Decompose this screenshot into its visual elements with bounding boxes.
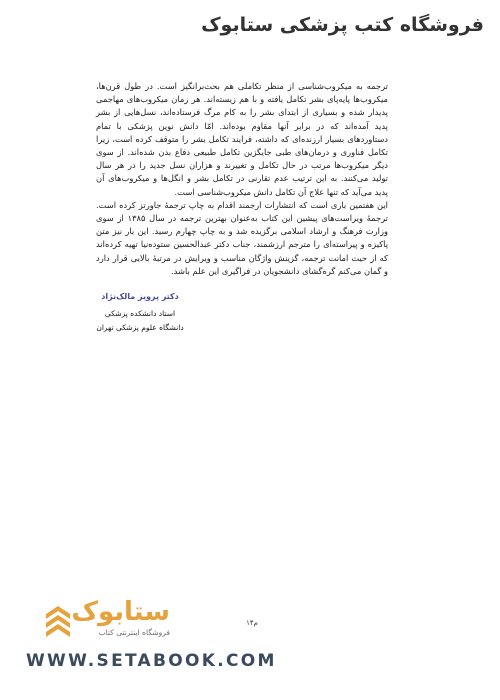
page-number: ۱۴م <box>246 619 258 627</box>
signature-affiliation: دانشگاه علوم پزشکی تهران <box>96 323 184 332</box>
logo-name: ستابوک <box>71 597 170 627</box>
signature-block <box>60 292 220 335</box>
paragraph: این هفتمین باری است که انتشارات ارجمند اقدام به چاپ ترجمهٔ جاورتز کرده است. ترجمهٔ ویراست‌های پیشین این کتاب به‌عنوان بهترین ترجمه در سال ۱۳۸۵ از سوی وزارت فرهنگ و ارشاد اسلامی برگزیده شد و به چاپ چهارم رسید. این بار نیز متن پاکیزه و پیراسته‌ای را مترجم ارزشمند، جناب دکتر عبدالحسین ستوده‌نیا تهیه کرده‌اند که از حیث امانت ترجمه، گزینش واژگان مناسب و ویرایش در مرتبهٔ بالایی قرار دارد و گمان می‌کنم گره‌گشای دانشجویان در فراگیری این علم باشد. <box>96 199 388 276</box>
store-header-title: فروشگاه کتب پزشکی ستابوک <box>201 14 484 36</box>
signature-title: استاد دانشکده پزشکی <box>104 309 176 318</box>
signature-name: دکتر پرویز مالک‌نژاد <box>101 292 179 301</box>
logo-text <box>60 598 170 637</box>
preface-body <box>96 80 388 278</box>
paragraph: ترجمه به میکروب‌شناسی از منظر تکاملی هم بحث‌برانگیز است. در طول قرن‌ها، میکروب‌ها پایه‌پای بشر تکامل یافته و با هم زیسته‌اند. هر زمان میکروب‌های مهاجمی پدیدار شده و بسیاری از ابتدای بشر را به کام مرگ فرستاده‌اند، نسل‌هایی از بشر پدید آمده‌اند که در برابر آنها مقاوم بوده‌اند. امّا دانش نوین پزشکی با تمام دستاوردهای بسیار ارزنده‌ای که داشته، فرایند تکامل بشر را متوقف کرده است، زیرا تکامل فناوری و درمان‌های طبی جایگزین تکامل طبیعی دفاع بدن شده‌اند. از سوی دیگر میکروب‌ها مرتب در حال تکامل و تغییرند و هزاران نسل جدید را در هر سال تولید می‌کنند. به این ترتیب عدم تقارنی در تکامل بشر و انگل‌ها و میکروب‌های آن پدید می‌آید که تنها علاج آن تکامل دانش میکروب‌شناسی است. <box>96 81 388 197</box>
logo-tagline: فروشگاه اینترنتی کتاب <box>98 628 170 637</box>
website-url[interactable]: WWW.SETABOOK.COM <box>26 651 277 671</box>
